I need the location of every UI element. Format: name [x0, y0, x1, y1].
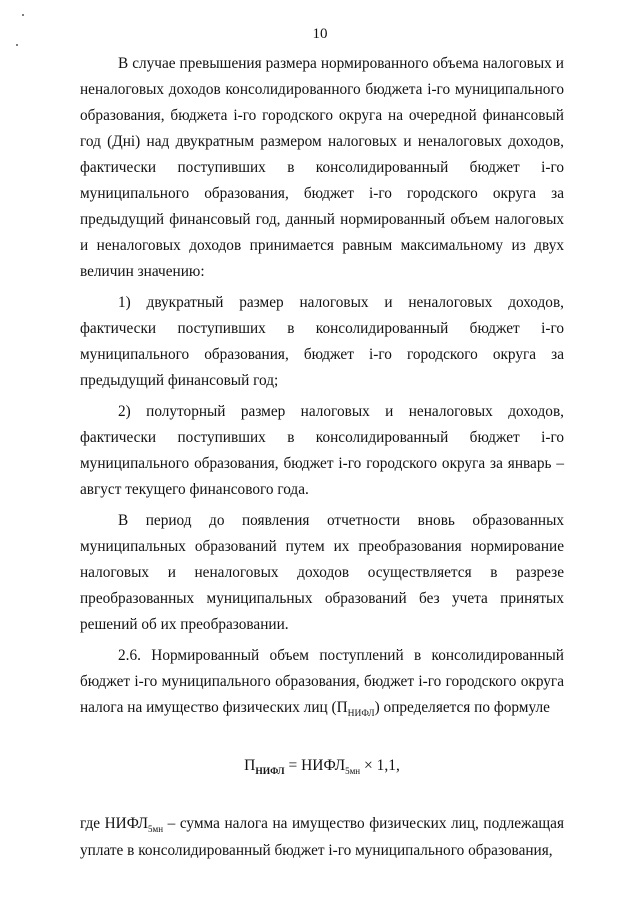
page-number: 10	[312, 26, 328, 42]
scan-speck	[22, 14, 24, 16]
paragraph-item-1: 1) двукратный размер налоговых и неналоговых доходов, фактически поступивших в консолидированный бюджет і-го муниципального образования, бюджет і-го городского округа за предыдущий финансовый год;	[80, 294, 564, 389]
subscript-nifl: НИФЛ	[347, 709, 375, 719]
formula	[80, 753, 564, 781]
paragraph-2-6	[80, 643, 564, 723]
where-start: где НИФЛ	[80, 815, 149, 832]
paragraph-2-6-tail: ) определяется по формуле	[374, 699, 550, 716]
formula-tail: × 1,1,	[360, 757, 400, 774]
paragraph-where	[80, 811, 564, 864]
paragraph-1: В случае превышения размера нормированного объема налоговых и неналоговых доходов консолидированного бюджета і-го муниципального образования, бюджета і-го городского округа на очередной финансовый год (Днi) над двукратным размером налоговых и неналоговых доходов, фактически поступивших в консолидированный бюджет і-го муниципального образования, бюджет і-го городского округа за предыдущий финансовый год, данный нормированный объем налоговых и неналоговых доходов принимается равным максимальному из двух величин значению:	[80, 55, 564, 280]
formula-rhs-subscript: 5мн	[345, 766, 361, 776]
formula-lhs: П	[244, 757, 256, 774]
where-subscript: 5мн	[148, 824, 164, 834]
paragraph-transition: В период до появления отчетности вновь образованных муниципальных образований путем их преобразования нормирование налоговых и неналоговых доходов осуществляется в разрезе преобразованных муниципальных образований без учета принятых решений об их преобразовании.	[80, 512, 564, 633]
where-text: – сумма налога на имущество физических лиц, подлежащая уплате в консолидированный бюджет і-го муниципального образования,	[80, 815, 564, 859]
formula-eq: = НИФЛ	[284, 757, 346, 774]
formula-lhs-subscript: НИФЛ	[255, 767, 285, 777]
body-text	[80, 51, 564, 869]
paragraph-2-6-text: 2.6. Нормированный объем поступлений в консолидированный бюджет і-го муниципального образования, бюджет і-го городского округа налога на имущество физических лиц (П	[80, 647, 564, 716]
paragraph-item-2: 2) полуторный размер налоговых и неналоговых доходов, фактически поступивших в консолидированный бюджет і-го муниципального образования, бюджет і-го городского округа за январь – август текущего финансового года.	[80, 403, 564, 498]
scan-speck	[16, 44, 18, 46]
